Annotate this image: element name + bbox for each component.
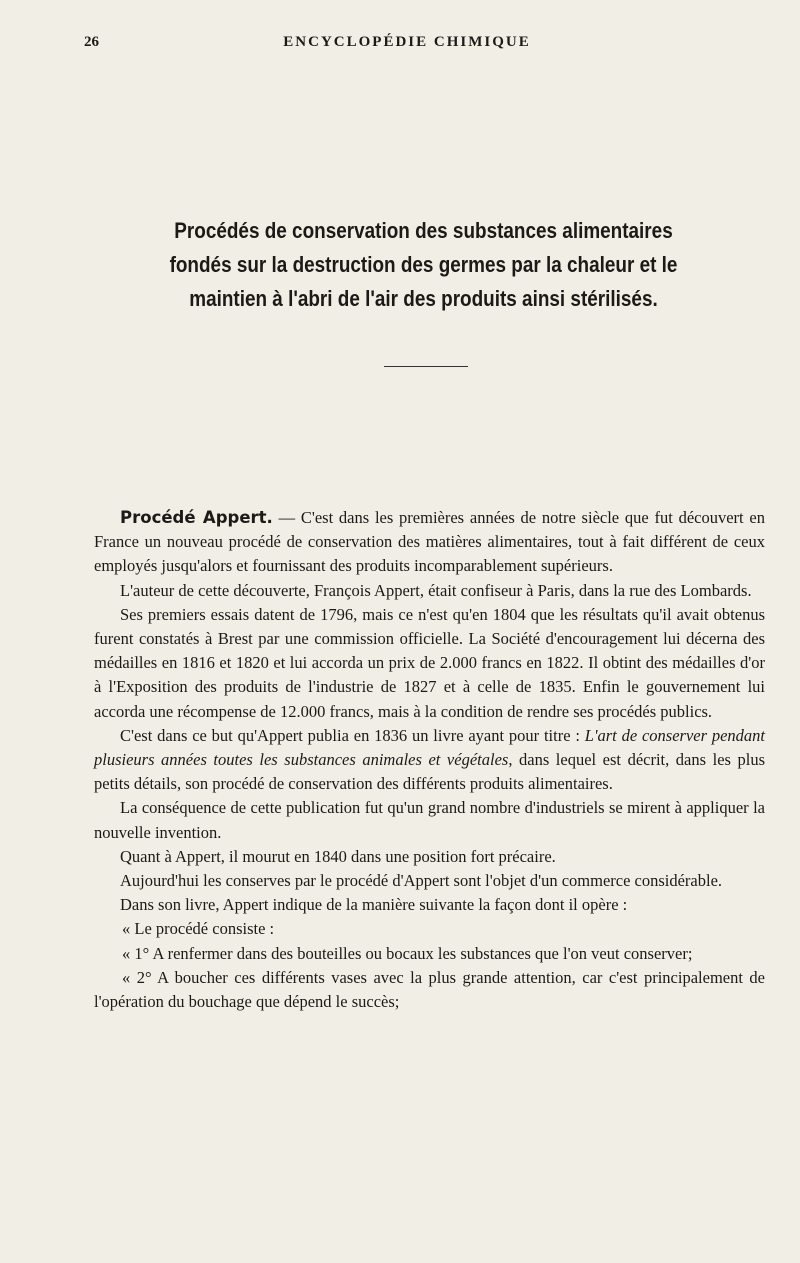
page-number: 26 bbox=[84, 34, 99, 50]
paragraph-history: Ses premiers essais datent de 1796, mais ce n'est qu'en 1804 que les résultats qu'il avait obtenus furent constatés à Brest par une commission officielle. La Société d'encouragement lui décerna des médailles en 1816 et 1820 et lui accorda un prix de 2.000 francs en 1822. Il obtint des médailles d'or à l'Exposition des produits de l'industrie de 1827 et à celle de 1835. Enfin le gouvernement lui accorda une récompense de 12.000 francs, mais à la condition de rendre ses procédés publics. bbox=[94, 604, 765, 721]
book-title: L'art de conserver pendant plusieurs années toutes les substances animales et végétales bbox=[94, 725, 765, 770]
paragraph-death: Quant à Appert, il mourut en 1840 dans une position fort précaire. bbox=[120, 846, 556, 866]
paragraph-text: , dans lequel est décrit, dans les plus petits détails, son procédé de conservation des différents produits alimentaires. bbox=[94, 750, 765, 794]
paragraph-method-intro: Dans son livre, Appert indique de la manière suivante la façon dont il opère : bbox=[120, 895, 628, 915]
running-head: ENCYCLOPÉDIE CHIMIQUE bbox=[283, 34, 531, 50]
quote-line: « Le procédé consiste : bbox=[122, 919, 275, 939]
page-header bbox=[84, 34, 760, 56]
paragraph-commerce: Aujourd'hui les conserves par le procédé d'Appert sont l'objet d'un commerce considérable. bbox=[120, 871, 723, 891]
quote-line: « 2° A boucher ces différents vases avec la plus grande attention, car c'est principalement de l'opération du bouchage que dépend le succès; bbox=[94, 967, 765, 1012]
paragraph-consequence: La conséquence de cette publication fut qu'un grand nombre d'industriels se mirent à appliquer la nouvelle invention. bbox=[94, 798, 765, 842]
paragraph-book bbox=[94, 724, 765, 797]
quote-line: « 1° A renfermer dans des bouteilles ou bocaux les substances que l'on veut conserver; bbox=[122, 943, 693, 963]
paragraph-appert-intro bbox=[94, 506, 765, 579]
paragraph-author: L'auteur de cette découverte, François Appert, était confiseur à Paris, dans la rue des Lombards. bbox=[120, 580, 752, 600]
paragraph-text: C'est dans ce but qu'Appert publia en 1836 un livre ayant pour titre : bbox=[120, 725, 585, 745]
paragraph-text: — C'est dans les premières années de notre siècle que fut découvert en France un nouveau procédé de conservation des matières alimentaires, tout à fait différent de ceux employés jusqu'alors et fournissant des produits incomparablement supérieurs. bbox=[94, 508, 765, 576]
title-divider bbox=[384, 366, 468, 367]
runin-heading: Procédé Appert. bbox=[120, 508, 273, 527]
section-title: Procédés de conservation des substances alimentaires fondés sur la destruction des germes par la chaleur et le maintien à l'abri de l'air des produits ainsi stérilisés. bbox=[169, 218, 678, 311]
body-text bbox=[94, 506, 765, 1014]
